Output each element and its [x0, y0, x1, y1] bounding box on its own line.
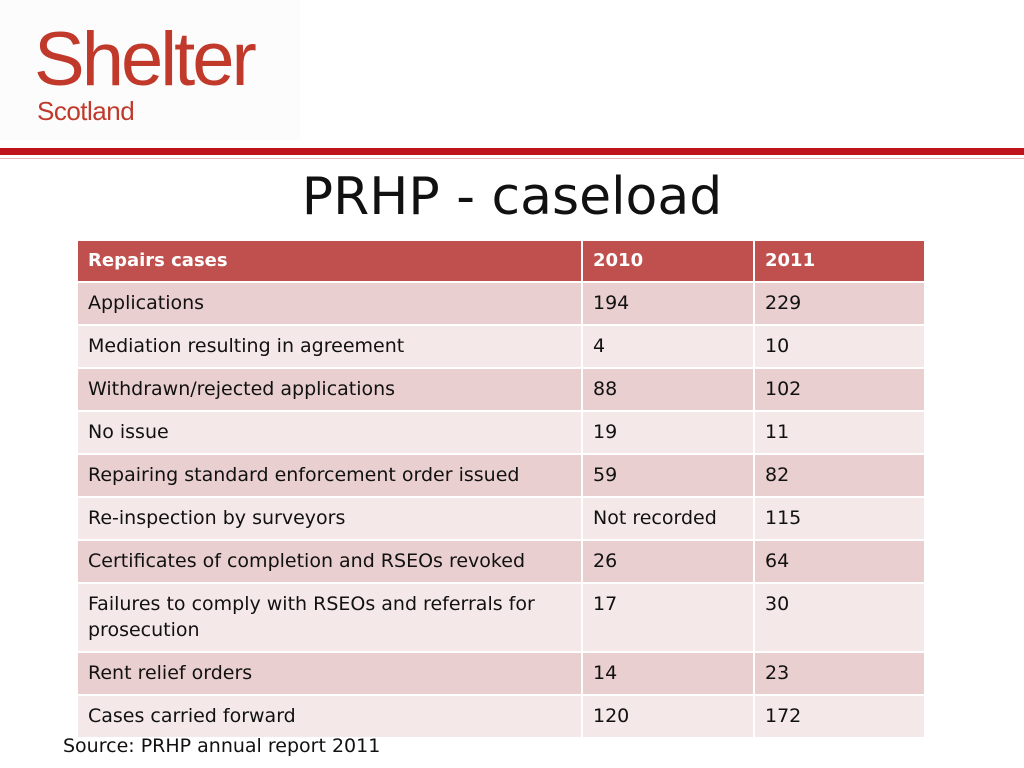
- table-row: [77, 454, 925, 497]
- row-label: Failures to comply with RSEOs and referrals for prosecution: [77, 583, 582, 652]
- row-label: Withdrawn/rejected applications: [77, 368, 582, 411]
- value-2010: 26: [582, 540, 754, 583]
- row-label: Rent relief orders: [77, 652, 582, 695]
- header-divider: [0, 148, 1024, 155]
- logo-subtitle: Scotland: [37, 96, 135, 126]
- value-2010: 17: [582, 583, 754, 652]
- table-row: [77, 368, 925, 411]
- value-2011: 115: [754, 497, 925, 540]
- table-row: [77, 583, 925, 652]
- table-row: [77, 540, 925, 583]
- table-row: [77, 282, 925, 325]
- slide-title: PRHP - caseload: [301, 167, 723, 227]
- value-2010: 19: [582, 411, 754, 454]
- value-2011: 30: [754, 583, 925, 652]
- value-2011: 11: [754, 411, 925, 454]
- table-row: [77, 411, 925, 454]
- caseload-table: [76, 239, 926, 739]
- table-row: [77, 695, 925, 738]
- value-2011: 23: [754, 652, 925, 695]
- table-row: [77, 325, 925, 368]
- row-label: Repairing standard enforcement order issued: [77, 454, 582, 497]
- row-label: Re-inspection by surveyors: [77, 497, 582, 540]
- header-divider-thin: [0, 158, 1024, 159]
- value-2011: 64: [754, 540, 925, 583]
- value-2011: 82: [754, 454, 925, 497]
- value-2011: 172: [754, 695, 925, 738]
- value-2010: 88: [582, 368, 754, 411]
- value-2010: 4: [582, 325, 754, 368]
- logo-wordmark: Shelter: [34, 17, 254, 102]
- row-label: Mediation resulting in agreement: [77, 325, 582, 368]
- value-2010: 120: [582, 695, 754, 738]
- value-2010: 14: [582, 652, 754, 695]
- value-2010: Not recorded: [582, 497, 754, 540]
- table-row: [77, 652, 925, 695]
- row-label: Certificates of completion and RSEOs revoked: [77, 540, 582, 583]
- table-row: [77, 497, 925, 540]
- value-2010: 59: [582, 454, 754, 497]
- shelter-scotland-logo: [0, 0, 300, 140]
- value-2011: 10: [754, 325, 925, 368]
- value-2011: 102: [754, 368, 925, 411]
- column-header-2010: 2010: [582, 240, 754, 282]
- column-header-2011: 2011: [754, 240, 925, 282]
- row-label: No issue: [77, 411, 582, 454]
- table-header-row: [77, 240, 925, 282]
- value-2010: 194: [582, 282, 754, 325]
- row-label: Applications: [77, 282, 582, 325]
- column-header-repairs-cases: Repairs cases: [77, 240, 582, 282]
- value-2011: 229: [754, 282, 925, 325]
- source-note: Source: PRHP annual report 2011: [63, 735, 381, 757]
- row-label: Cases carried forward: [77, 695, 582, 738]
